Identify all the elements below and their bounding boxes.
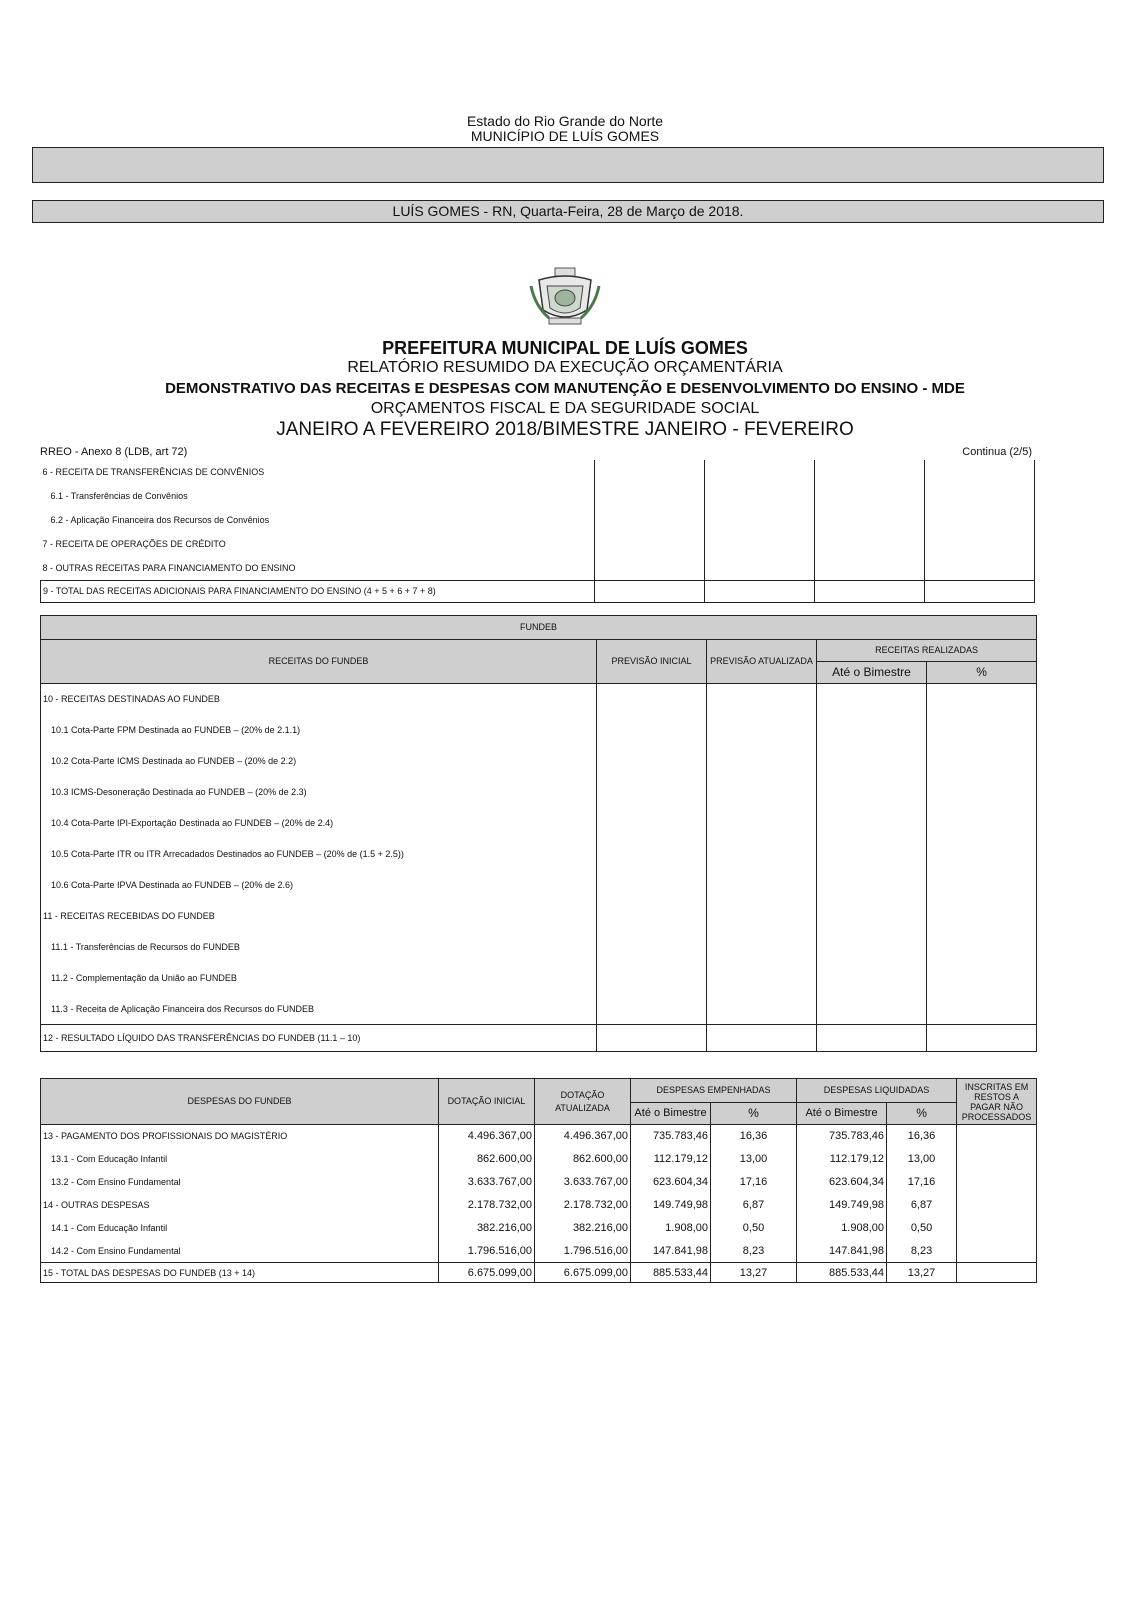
row-label: 10 - RECEITAS DESTINADAS AO FUNDEB [41,684,597,715]
liquidadas-value: 885.533,44 [797,1263,887,1283]
municipality-name: MUNICÍPIO DE LUÍS GOMES [470,128,660,144]
table-row [41,484,1035,508]
table-row [41,1125,1037,1148]
row-label: 13.2 - Com Ensino Fundamental [41,1171,439,1194]
table-row [41,1171,1037,1194]
coat-of-arms-icon [525,266,605,328]
empenhadas-pct: 13,27 [711,1263,797,1283]
col-emp-pct-header: % [711,1103,797,1125]
table-row [41,532,1035,556]
row-label: 14.2 - Com Ensino Fundamental [41,1240,439,1263]
empenhadas-pct: 8,23 [711,1240,797,1263]
liquidadas-pct: 13,00 [887,1148,957,1171]
inscritas-value [957,1263,1037,1283]
table-row [41,963,1037,994]
row-label: 6 - RECEITA DE TRANSFERÊNCIAS DE CONVÊNIOS [42,467,265,477]
empenhadas-pct: 17,16 [711,1171,797,1194]
col-despesas-header: DESPESAS DO FUNDEB [41,1079,439,1125]
table-row-total [41,1025,1037,1052]
table-row [41,1217,1037,1240]
table-row [41,932,1037,963]
inscritas-value [957,1194,1037,1217]
empenhadas-pct: 13,00 [711,1148,797,1171]
dot-inicial-value: 4.496.367,00 [439,1125,535,1148]
table-row-total [41,580,1035,602]
col-pct-header: % [927,662,1037,684]
row-label: 14.1 - Com Educação Infantil [41,1217,439,1240]
empenhadas-value: 149.749,98 [631,1194,711,1217]
table-row [41,839,1037,870]
dot-inicial-value: 3.633.767,00 [439,1171,535,1194]
liquidadas-pct: 0,50 [887,1217,957,1240]
liquidadas-value: 1.908,00 [797,1217,887,1240]
table-row [41,808,1037,839]
row-label: 13 - PAGAMENTO DOS PROFISSIONAIS DO MAGISTÉRIO [41,1125,439,1148]
fundeb-expenses-table [40,1078,1037,1283]
liquidadas-value: 112.179,12 [797,1148,887,1171]
annex-label: RREO - Anexo 8 (LDB, art 72) [40,446,188,458]
table-row-total [41,1263,1037,1283]
table-row [41,1194,1037,1217]
row-label: 10.1 Cota-Parte FPM Destinada ao FUNDEB – (20% de 2.1.1) [41,715,597,746]
header-banner [32,147,1104,183]
row-label: 13.1 - Com Educação Infantil [41,1148,439,1171]
row-label: 8 - OUTRAS RECEITAS PARA FINANCIAMENTO DO ENSINO [42,562,296,573]
row-label: 10.3 ICMS-Desoneração Destinada ao FUNDEB – (20% de 2.3) [41,777,597,808]
period-title: JANEIRO A FEVEREIRO 2018/BIMESTRE JANEIRO - FEVEREIRO [276,419,854,440]
row-label: 15 - TOTAL DAS DESPESAS DO FUNDEB (13 + 14) [43,1267,255,1278]
liquidadas-value: 623.604,34 [797,1171,887,1194]
empenhadas-value: 147.841,98 [631,1240,711,1263]
dot-inicial-value: 1.796.516,00 [439,1240,535,1263]
row-label: 14 - OUTRAS DESPESAS [41,1194,439,1217]
row-label: 9 - TOTAL DAS RECEITAS ADICIONAIS PARA FINANCIAMENTO DO ENSINO (4 + 5 + 6 + 7 + 8) [43,586,436,596]
dot-atualizada-value: 2.178.732,00 [535,1194,631,1217]
dot-inicial-value: 382.216,00 [439,1217,535,1240]
dot-inicial-value: 2.178.732,00 [439,1194,535,1217]
table-row [41,508,1035,532]
empenhadas-value: 623.604,34 [631,1171,711,1194]
liquidadas-value: 735.783,46 [797,1125,887,1148]
row-label: 11.3 - Receita de Aplicação Financeira dos Recursos do FUNDEB [41,994,597,1025]
inscritas-value [957,1171,1037,1194]
dot-inicial-value: 6.675.099,00 [439,1263,535,1283]
dot-inicial-value: 862.600,00 [439,1148,535,1171]
empenhadas-pct: 16,36 [711,1125,797,1148]
table-row [41,777,1037,808]
table-row [41,460,1035,484]
table-row [41,715,1037,746]
dot-atualizada-value: 862.600,00 [535,1148,631,1171]
col-empenhadas-header: DESPESAS EMPENHADAS [631,1079,797,1103]
orcamentos-title: ORÇAMENTOS FISCAL E DA SEGURIDADE SOCIAL [370,400,760,417]
state-name: Estado do Rio Grande do Norte [466,113,664,129]
empenhadas-value: 1.908,00 [631,1217,711,1240]
row-label: 10.6 Cota-Parte IPVA Destinada ao FUNDEB – (20% de 2.6) [41,870,597,901]
fundeb-revenues-table [40,615,1037,1052]
additional-revenues-table [40,460,1035,603]
row-label: 6.1 - Transferências de Convênios [50,491,188,501]
row-label: 11.1 - Transferências de Recursos do FUNDEB [41,932,597,963]
row-label: 11 - RECEITAS RECEBIDAS DO FUNDEB [41,901,597,932]
dot-atualizada-value: 4.496.367,00 [535,1125,631,1148]
table-row [41,994,1037,1025]
liquidadas-value: 149.749,98 [797,1194,887,1217]
empenhadas-pct: 0,50 [711,1217,797,1240]
dot-atualizada-value: 382.216,00 [535,1217,631,1240]
empenhadas-value: 885.533,44 [631,1263,711,1283]
col-inscritas-header: INSCRITAS EM RESTOS A PAGAR NÃO PROCESSADOS [957,1079,1037,1125]
inscritas-value [957,1125,1037,1148]
col-liq-pct-header: % [887,1103,957,1125]
col-ate-bimestre-header: Até o Bimestre [817,662,927,684]
empenhadas-value: 735.783,46 [631,1125,711,1148]
inscritas-value [957,1148,1037,1171]
liquidadas-pct: 17,16 [887,1171,957,1194]
table-row [41,901,1037,932]
empenhadas-value: 112.179,12 [631,1148,711,1171]
liquidadas-pct: 8,23 [887,1240,957,1263]
dot-atualizada-value: 6.675.099,00 [535,1263,631,1283]
dot-atualizada-value: 1.796.516,00 [535,1240,631,1263]
liquidadas-pct: 13,27 [887,1263,957,1283]
table-row [41,1240,1037,1263]
report-subtitle: RELATÓRIO RESUMIDO DA EXECUÇÃO ORÇAMENTÁRIA [347,359,783,376]
fundeb-section-title: FUNDEB [41,616,1037,640]
liquidadas-pct: 6,87 [887,1194,957,1217]
date-line: LUÍS GOMES - RN, Quarta-Feira, 28 de Março de 2018. [32,200,1104,223]
dot-atualizada-value: 3.633.767,00 [535,1171,631,1194]
inscritas-value [957,1217,1037,1240]
row-label: 11.2 - Complementação da União ao FUNDEB [41,963,597,994]
row-label: 10.2 Cota-Parte ICMS Destinada ao FUNDEB – (20% de 2.2) [41,746,597,777]
empenhadas-pct: 6,87 [711,1194,797,1217]
col-liquidadas-header: DESPESAS LIQUIDADAS [797,1079,957,1103]
table-row [41,1148,1037,1171]
row-label: 7 - RECEITA DE OPERAÇÕES DE CRÉDITO [42,539,226,549]
row-label: 12 - RESULTADO LÍQUIDO DAS TRANSFERÊNCIAS DO FUNDEB (11.1 – 10) [43,1033,361,1043]
inscritas-value [957,1240,1037,1263]
col-realizadas-header: RECEITAS REALIZADAS [817,640,1037,662]
table-row [41,746,1037,777]
col-emp-ate-bimestre-header: Até o Bimestre [631,1103,711,1125]
col-receitas-header: RECEITAS DO FUNDEB [41,640,597,684]
liquidadas-pct: 16,36 [887,1125,957,1148]
row-label: 10.4 Cota-Parte IPI-Exportação Destinada ao FUNDEB – (20% de 2.4) [41,808,597,839]
col-liq-ate-bimestre-header: Até o Bimestre [797,1103,887,1125]
col-prev-atualizada-header: PREVISÃO ATUALIZADA [707,640,817,684]
table-row [41,870,1037,901]
col-prev-inicial-header: PREVISÃO INICIAL [597,640,707,684]
row-label: 6.2 - Aplicação Financeira dos Recursos de Convênios [50,515,270,525]
table-row [41,556,1035,580]
liquidadas-value: 147.841,98 [797,1240,887,1263]
demonstrativo-title: DEMONSTRATIVO DAS RECEITAS E DESPESAS COM MANUTENÇÃO E DESENVOLVIMENTO DO ENSINO - MDE [165,380,965,397]
report-title: PREFEITURA MUNICIPAL DE LUÍS GOMES [382,338,748,358]
col-dot-atualizada-header: DOTAÇÃO ATUALIZADA [535,1079,631,1125]
col-dot-inicial-header: DOTAÇÃO INICIAL [439,1079,535,1125]
row-label: 10.5 Cota-Parte ITR ou ITR Arrecadados Destinados ao FUNDEB – (20% de (1.5 + 2.5)) [41,839,597,870]
continua-label: Continua (2/5) [962,446,1032,458]
table-row [41,684,1037,715]
